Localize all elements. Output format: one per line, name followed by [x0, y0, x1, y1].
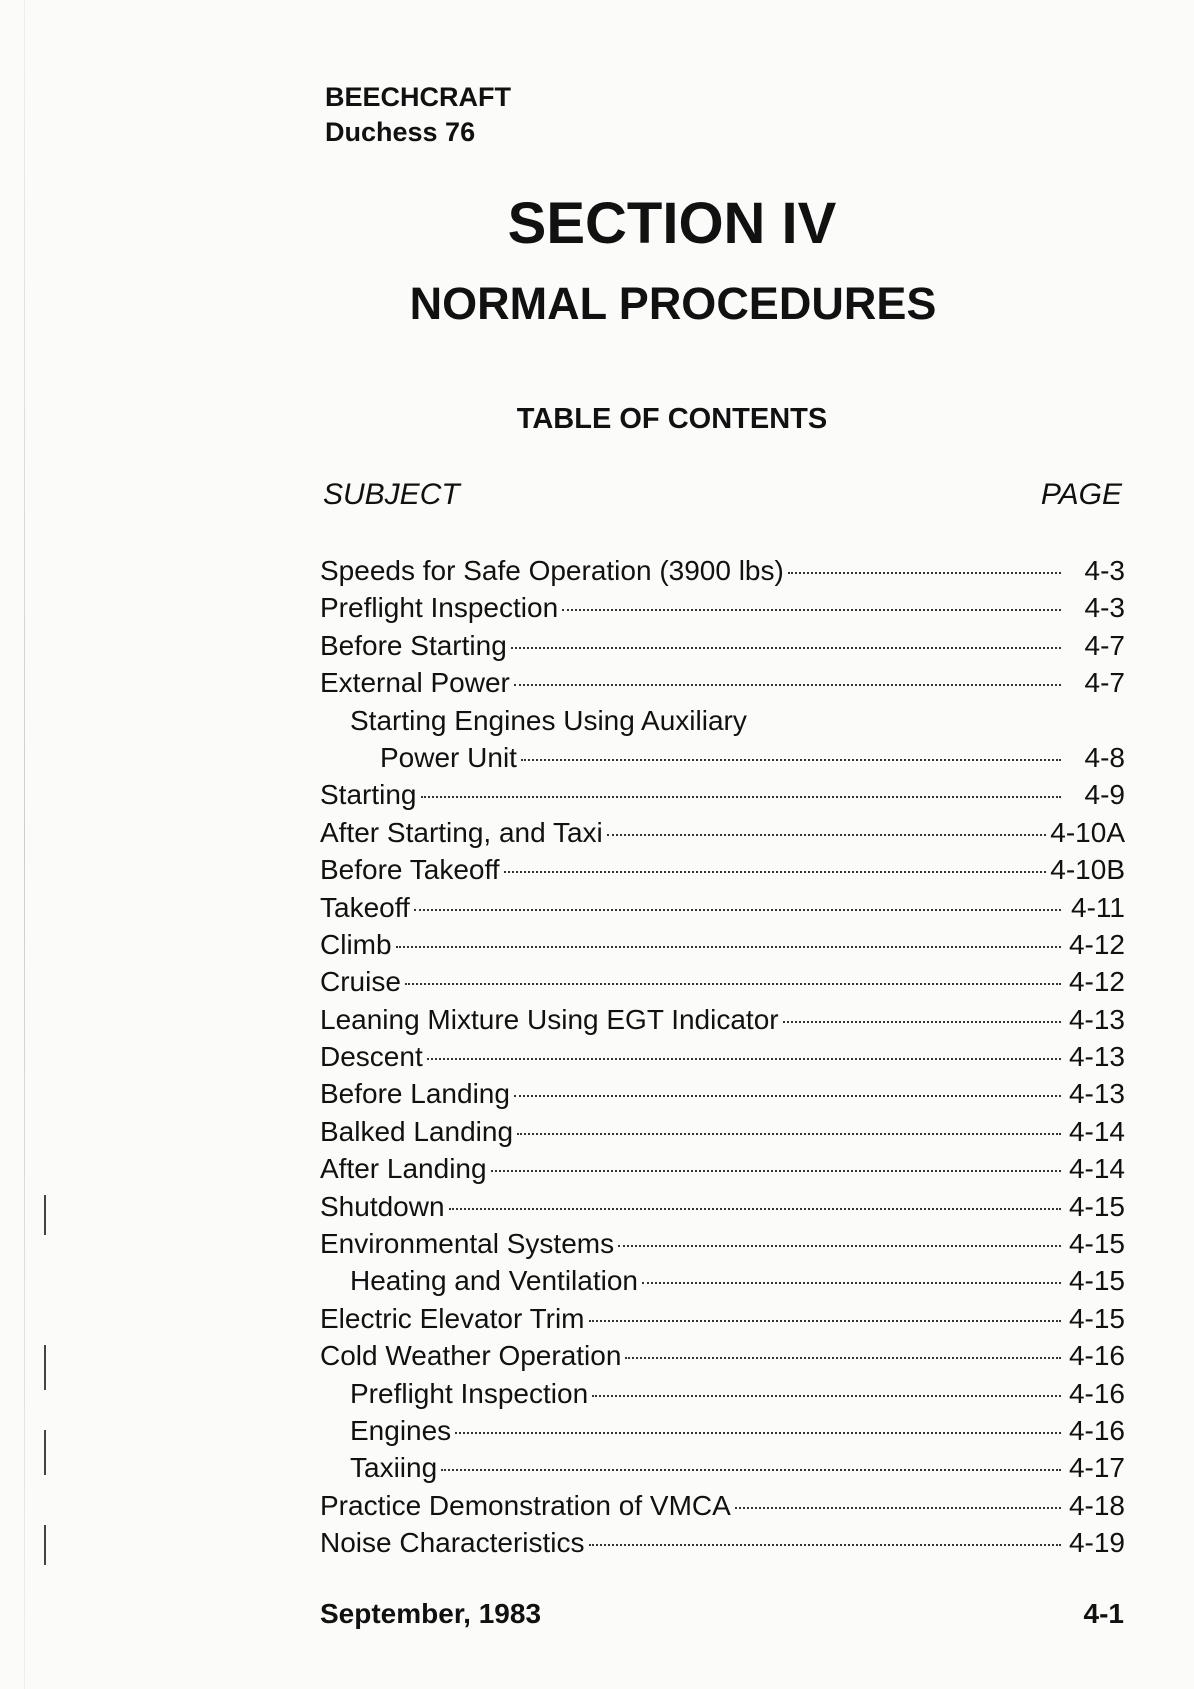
toc-entry: [320, 889, 1125, 926]
toc-entry: [320, 1449, 1125, 1486]
toc-entry-page: 4-13: [1068, 1041, 1125, 1073]
footer-date: September, 1983: [320, 1598, 542, 1629]
toc-dot-leader: [589, 1544, 1061, 1546]
binder-hole-mark: [44, 1430, 46, 1475]
toc-entry: [320, 664, 1125, 701]
toc-entry: [320, 1300, 1125, 1337]
toc-title: TABLE OF CONTENTS: [516, 403, 828, 435]
toc-dot-leader: [427, 1058, 1061, 1060]
toc-entry: [320, 589, 1125, 626]
toc-entry-label: Starting Engines Using Auxiliary: [350, 704, 747, 736]
toc-entry-label: Leaning Mixture Using EGT Indicator: [320, 1003, 779, 1035]
toc-entry-label: Shutdown: [320, 1190, 445, 1222]
toc-dot-leader: [421, 796, 1062, 798]
toc-entry-page: 4-14: [1068, 1115, 1125, 1147]
section-subtitle: NORMAL PROCEDURES: [409, 278, 937, 329]
toc-dot-leader: [396, 946, 1061, 948]
toc-entry: [320, 851, 1125, 888]
toc-entry: [320, 1524, 1125, 1561]
toc-entry-label: Before Takeoff: [320, 854, 500, 886]
toc-entry-page: 4-15: [1068, 1190, 1125, 1222]
toc-entry-label: Before Starting: [320, 629, 507, 661]
page-column-heading: PAGE: [1040, 478, 1122, 511]
toc-entry-label: Balked Landing: [320, 1115, 514, 1147]
toc-entry: [320, 776, 1125, 813]
toc-entry-label: Heating and Ventilation: [350, 1265, 638, 1297]
toc-entry-page: 4-19: [1068, 1527, 1125, 1559]
toc-dot-leader: [735, 1507, 1061, 1509]
toc-entry-page: 4-10A: [1050, 816, 1125, 848]
toc-entry-label: Environmental Systems: [320, 1228, 615, 1260]
toc-entry-page: 4-10B: [1050, 854, 1125, 886]
toc-dot-leader: [589, 1320, 1062, 1322]
toc-entry-label: Takeoff: [320, 891, 410, 923]
toc-entry-page: 4-11: [1071, 891, 1125, 923]
toc-entry: [320, 739, 1125, 776]
toc-entry-label: Noise Characteristics: [320, 1527, 585, 1559]
toc-entry-label: Descent: [320, 1041, 423, 1073]
toc-entry-page: 4-8: [1084, 741, 1125, 773]
toc-entry-label: After Landing: [320, 1153, 487, 1185]
toc-entry: [320, 627, 1125, 664]
toc-entry: [320, 702, 1125, 739]
toc-entry-label: Taxiing: [350, 1452, 438, 1484]
toc-dot-leader: [414, 909, 1061, 911]
toc-entry-page: 4-12: [1068, 928, 1125, 960]
toc-entry-page: 4-7: [1084, 629, 1125, 661]
toc-entry-label: Practice Demonstration of VMCA: [320, 1489, 731, 1521]
toc-entry-page: 4-7: [1084, 667, 1125, 699]
toc-entry-label: Cruise: [320, 966, 401, 998]
toc-entry: [320, 1337, 1125, 1374]
toc-dot-leader: [642, 1282, 1061, 1284]
toc-dot-leader: [405, 983, 1061, 985]
toc-dot-leader: [491, 1170, 1061, 1172]
toc-entry: [320, 1487, 1125, 1524]
toc-entry: [320, 1150, 1125, 1187]
toc-dot-leader: [449, 1208, 1061, 1210]
model-name: Duchess 76: [325, 117, 476, 147]
toc-entry-page: 4-13: [1068, 1078, 1125, 1110]
footer-page-number: 4-1: [1083, 1598, 1124, 1629]
toc-dot-leader: [504, 871, 1047, 873]
binder-hole-mark: [44, 1525, 46, 1565]
toc-entry-page: 4-3: [1084, 555, 1125, 586]
toc-entry-label: Before Landing: [320, 1078, 510, 1110]
toc-entry: [320, 1038, 1125, 1075]
toc-entry-label: External Power: [320, 667, 510, 699]
toc-entry-label: Preflight Inspection: [320, 592, 559, 624]
toc-entry: [320, 1412, 1125, 1449]
toc-entry-page: 4-9: [1084, 779, 1125, 811]
toc-entry-label: Starting: [320, 779, 417, 811]
toc-dot-leader: [511, 647, 1061, 649]
toc-entry-page: 4-15: [1068, 1265, 1125, 1297]
toc-entry-page: 4-14: [1068, 1153, 1125, 1185]
toc-entry-page: 4-3: [1084, 592, 1125, 624]
subject-column-heading: SUBJECT: [323, 478, 460, 511]
toc-entry-label: Preflight Inspection: [350, 1377, 589, 1409]
toc-entry: [320, 1375, 1125, 1412]
toc-entry-page: 4-18: [1068, 1489, 1125, 1521]
toc-entry-label: Cold Weather Operation: [320, 1340, 622, 1372]
toc-entry-page: 4-15: [1068, 1302, 1125, 1334]
toc-dot-leader: [562, 609, 1061, 611]
toc-entry: [320, 552, 1125, 589]
toc-entry-label: Speeds for Safe Operation (3900 lbs): [320, 555, 784, 586]
binder-hole-mark: [44, 1345, 46, 1390]
toc-entry-page: 4-17: [1068, 1452, 1125, 1484]
page-header: [325, 80, 511, 150]
toc-entry: [320, 1001, 1125, 1038]
toc-dot-leader: [441, 1469, 1061, 1471]
toc-entry: [320, 963, 1125, 1000]
toc-dot-leader: [618, 1245, 1061, 1247]
binder-hole-mark: [44, 1195, 46, 1235]
toc-dot-leader: [517, 1133, 1061, 1135]
toc-dot-leader: [455, 1432, 1061, 1434]
toc-list: [320, 552, 1125, 1562]
toc-dot-leader: [514, 1095, 1061, 1097]
toc-entry-label: After Starting, and Taxi: [320, 816, 603, 848]
toc-entry-label: Power Unit: [380, 741, 517, 773]
toc-entry: [320, 814, 1125, 851]
toc-entry: [320, 1225, 1125, 1262]
toc-entry-page: 4-13: [1068, 1003, 1125, 1035]
toc-entry-page: 4-16: [1068, 1414, 1125, 1446]
toc-dot-leader: [514, 684, 1061, 686]
toc-dot-leader: [521, 759, 1061, 761]
toc-entry-page: 4-15: [1068, 1228, 1125, 1260]
toc-entry-label: Electric Elevator Trim: [320, 1302, 585, 1334]
toc-entry: [320, 926, 1125, 963]
toc-entry-page: 4-12: [1068, 966, 1125, 998]
toc-entry: [320, 1262, 1125, 1299]
toc-entry-page: 4-16: [1068, 1340, 1125, 1372]
toc-entry: [320, 1188, 1125, 1225]
toc-dot-leader: [592, 1395, 1061, 1397]
toc-dot-leader: [788, 572, 1061, 574]
toc-dot-leader: [625, 1357, 1061, 1359]
toc-dot-leader: [607, 834, 1047, 836]
toc-entry: [320, 1075, 1125, 1112]
toc-dot-leader: [783, 1021, 1061, 1023]
toc-entry-page: 4-16: [1068, 1377, 1125, 1409]
manufacturer-name: BEECHCRAFT: [325, 82, 511, 112]
section-title: SECTION IV: [507, 191, 837, 256]
toc-entry: [320, 1113, 1125, 1150]
toc-entry-label: Climb: [320, 928, 392, 960]
toc-entry-label: Engines: [350, 1414, 452, 1446]
